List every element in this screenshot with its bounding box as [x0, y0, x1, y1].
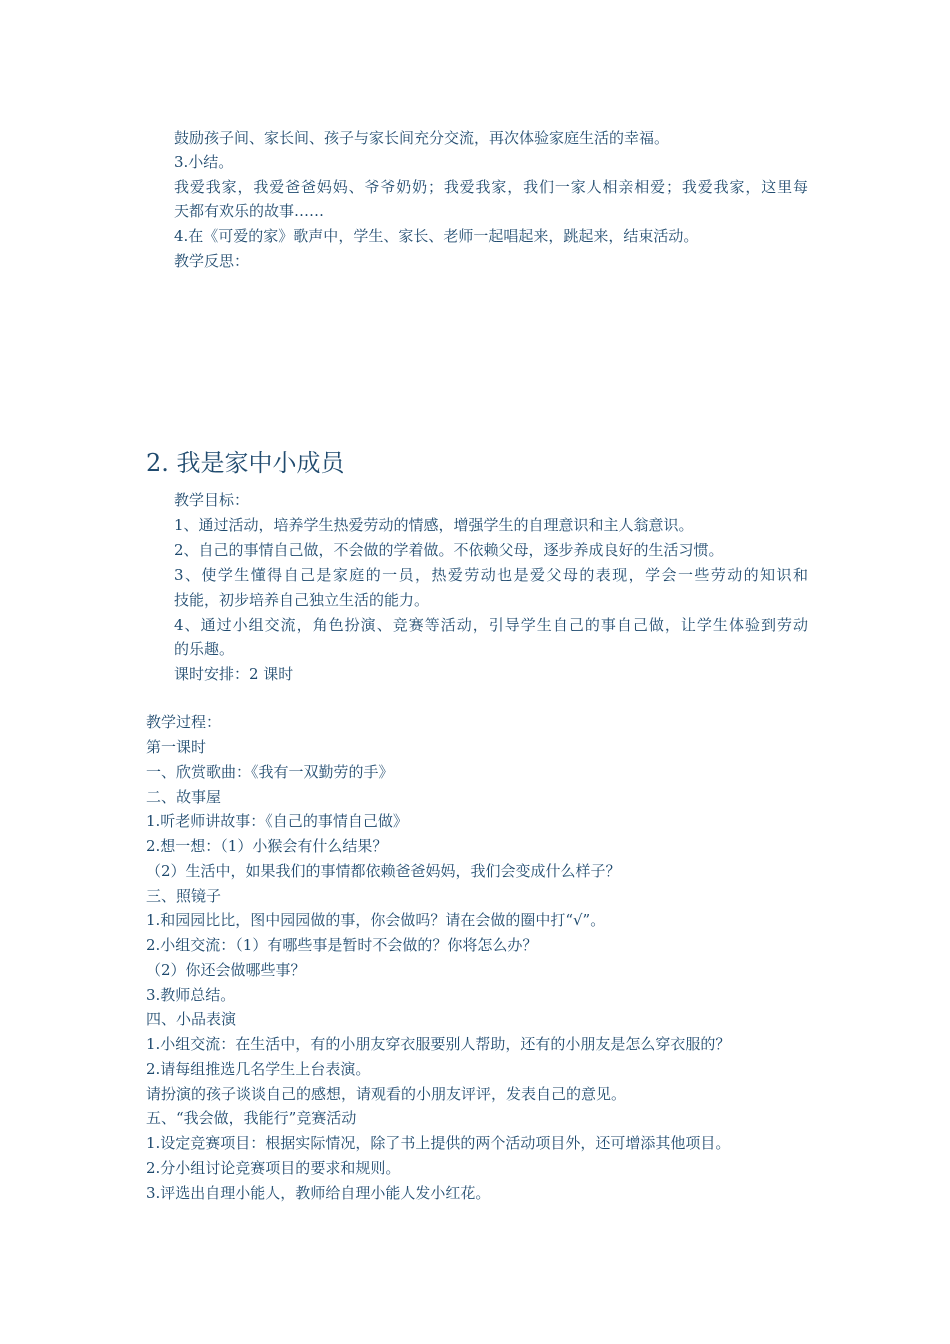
process-line: 一、欣赏歌曲：《我有一双勤劳的手》: [146, 763, 394, 781]
schedule-line: 课时安排：2 课时: [174, 665, 294, 683]
goal-item: 技能，初步培养自己独立生活的能力。: [174, 591, 430, 609]
process-line: 2.小组交流：（1）有哪些事是暂时不会做的？你将怎么办？: [146, 936, 538, 954]
section-heading: 2. 我是家中小成员: [146, 449, 345, 477]
process-line: 五、“我会做，我能行”竞赛活动: [146, 1109, 357, 1127]
process-line: 2.想一想：（1）小猴会有什么结果？: [146, 837, 388, 855]
process-line: 1.和园园比比，图中园园做的事，你会做吗？请在会做的圈中打“√”。: [146, 911, 606, 929]
reflection-label: 教学反思：: [174, 252, 250, 270]
process-line: 四、小品表演: [146, 1010, 237, 1028]
goal-item: 2、自己的事情自己做，不会做的学着做。不依赖父母，逐步养成良好的生活习惯。: [174, 541, 724, 559]
process-line: 第一课时: [146, 738, 207, 756]
goals-label: 教学目标：: [174, 491, 250, 509]
process-line: 1.听老师讲故事：《自己的事情自己做》: [146, 812, 408, 830]
goal-item: 3、使学生懂得自己是家庭的一员，热爱劳动也是爱父母的表现，学会一些劳动的知识和: [174, 566, 808, 584]
process-line: （2）生活中，如果我们的事情都依赖爸爸妈妈，我们会变成什么样子？: [146, 862, 621, 880]
process-line: 2.请每组推选几名学生上台表演。: [146, 1060, 371, 1078]
paragraph-line: 天都有欢乐的故事……: [174, 202, 325, 220]
goal-item: 1、通过活动，培养学生热爱劳动的情感，增强学生的自理意识和主人翁意识。: [174, 516, 694, 534]
process-line: 请扮演的孩子谈谈自己的感想，请观看的小朋友评评，发表自己的意见。: [146, 1085, 627, 1103]
process-line: 3.评选出自理小能人，教师给自理小能人发小红花。: [146, 1184, 491, 1202]
process-line: （2）你还会做哪些事？: [146, 961, 306, 979]
process-line: 3.教师总结。: [146, 986, 236, 1004]
process-label: 教学过程：: [146, 713, 222, 731]
process-line: 2.分小组讨论竞赛项目的要求和规则。: [146, 1159, 401, 1177]
process-line: 二、故事屋: [146, 788, 222, 806]
paragraph-line: 3.小结。: [174, 153, 234, 171]
process-line: 三、照镜子: [146, 887, 222, 905]
paragraph-line: 鼓励孩子间、家长间、孩子与家长间充分交流，再次体验家庭生活的幸福。: [174, 129, 670, 147]
goal-item: 的乐趣。: [174, 640, 235, 658]
process-line: 1.设定竞赛项目：根据实际情况，除了书上提供的两个活动项目外，还可增添其他项目。: [146, 1134, 731, 1152]
process-line: 1.小组交流：在生活中，有的小朋友穿衣服要别人帮助，还有的小朋友是怎么穿衣服的？: [146, 1035, 731, 1053]
goal-item: 4、通过小组交流，角色扮演、竞赛等活动，引导学生自己的事自己做，让学生体验到劳动: [174, 616, 808, 634]
paragraph-line: 4.在《可爱的家》歌声中，学生、家长、老师一起唱起来，跳起来，结束活动。: [174, 227, 699, 245]
paragraph-line: 我爱我家，我爱爸爸妈妈、爷爷奶奶；我爱我家，我们一家人相亲相爱；我爱我家，这里每: [174, 178, 808, 196]
